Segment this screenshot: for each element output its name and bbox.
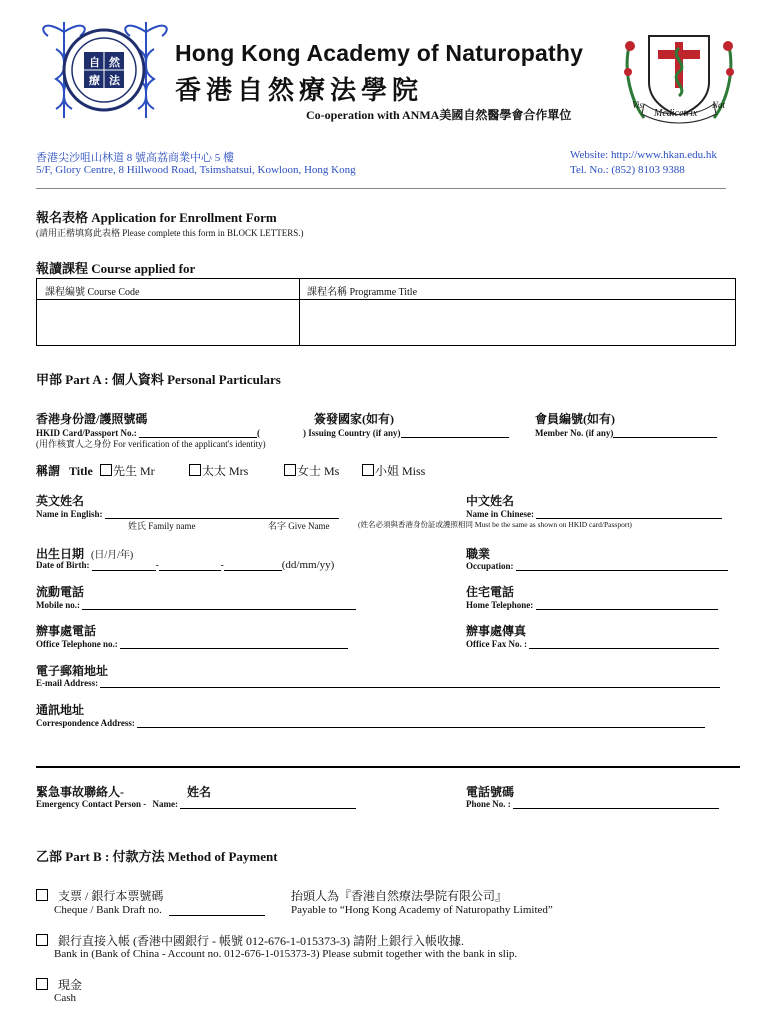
cooperation-note: Co-operation with ANMA美國自然醫學會合作單位 <box>306 108 572 122</box>
chinese-name-input[interactable] <box>536 507 722 519</box>
hkid-label-zh: 香港身份證/護照號碼 <box>36 412 148 426</box>
dob-label-zh: 出生日期 <box>36 547 85 561</box>
payee-en: Payable to “Hong Kong Academy of Naturopathy Limited” <box>291 904 553 916</box>
title-option-mrs[interactable] <box>189 462 248 479</box>
english-name-input[interactable] <box>105 507 339 519</box>
member-no-input[interactable] <box>613 426 717 438</box>
header-divider <box>36 188 726 189</box>
emergency-phone-input[interactable] <box>513 797 719 809</box>
occupation-label-zh: 職業 <box>466 547 491 561</box>
office-fax-label-en: Office Fax No. : <box>466 639 527 649</box>
office-phone-label-en: Office Telephone no.: <box>36 639 118 649</box>
address-input-line-2[interactable] <box>36 766 740 768</box>
hkid-note: (用作核實人之身份 For verification of the applicant's identity) <box>36 439 266 449</box>
seal-char: 然 <box>109 57 120 69</box>
title-option-label: 女士 Ms <box>297 464 340 478</box>
course-heading: 報讀課程 Course applied for <box>36 261 196 276</box>
part-a-heading: 甲部 Part A : 個人資料 Personal Particulars <box>36 372 281 387</box>
title-option-miss[interactable] <box>362 462 425 479</box>
address-label-zh: 通訊地址 <box>36 703 85 717</box>
payment-option-cheque[interactable] <box>36 887 163 904</box>
seal-char: 法 <box>109 75 120 87</box>
address-en: 5/F, Glory Centre, 8 Hillwood Road, Tsimshatsui, Kowloon, Hong Kong <box>36 164 356 176</box>
crest-banner: Medicetrix <box>654 108 698 119</box>
office-phone-label-zh: 辦事處電話 <box>36 624 97 638</box>
title-option-mr[interactable] <box>100 462 155 479</box>
name-note: (姓名必須與香港身份証或護照相同 Must be the same as shown on HKID card/Passport) <box>358 520 632 529</box>
email-input[interactable] <box>100 676 720 688</box>
paren-open: ( <box>257 428 260 438</box>
cheque-label-zh: 支票 / 銀行本票號碼 <box>58 889 164 903</box>
academy-title-en: Hong Kong Academy of Naturopathy <box>175 40 584 66</box>
dob-separator: - <box>155 560 159 570</box>
emergency-phone-label-zh: 電話號碼 <box>466 785 515 799</box>
course-code-header: 課程編號 Course Code <box>45 287 140 298</box>
family-name-caption: 姓氏 Family name <box>128 521 196 531</box>
checkbox-icon[interactable] <box>189 464 201 476</box>
dob-year-input[interactable] <box>224 559 282 571</box>
dob-format: (dd/mm/yy) <box>281 559 335 571</box>
office-fax-label-zh: 辦事處傳真 <box>466 624 527 638</box>
cheque-number-input[interactable] <box>169 904 265 916</box>
english-name-label-zh: 英文姓名 <box>36 494 85 508</box>
emergency-phone-label-en: Phone No. : <box>466 799 511 809</box>
issuing-country-label-zh: 簽發國家(如有) <box>314 412 394 426</box>
chinese-name-label-en: Name in Chinese: <box>466 509 534 519</box>
payment-option-cash[interactable] <box>36 976 82 993</box>
title-option-label: 小姐 Miss <box>375 464 426 478</box>
hkid-label-en: HKID Card/Passport No.: <box>36 428 137 438</box>
member-no-label-zh: 會員編號(如有) <box>535 412 615 426</box>
caduceus-seal-icon <box>34 14 174 126</box>
english-name-label-en: Name in English: <box>36 509 103 519</box>
programme-title-input[interactable] <box>300 300 734 344</box>
programme-title-header: 課程名稱 Programme Title <box>307 287 418 298</box>
address-zh: 香港尖沙咀山林道 8 號高荔商業中心 5 樓 <box>36 152 234 164</box>
checkbox-icon[interactable] <box>100 464 112 476</box>
cash-label-zh: 現金 <box>58 978 83 992</box>
dob-separator: - <box>220 560 224 570</box>
checkbox-icon[interactable] <box>36 934 48 946</box>
office-phone-input[interactable] <box>120 637 348 649</box>
dob-day-input[interactable] <box>92 559 156 571</box>
emergency-contact-label-zh: 緊急事故聯絡人- <box>36 785 124 799</box>
mobile-label-zh: 流動電話 <box>36 585 85 599</box>
dob-label-en: Date of Birth: <box>36 560 90 570</box>
part-b-heading: 乙部 Part B : 付款方法 Method of Payment <box>36 849 278 864</box>
website: Website: http://www.hkan.edu.hk <box>570 149 717 161</box>
home-phone-input[interactable] <box>536 598 718 610</box>
emergency-contact-label-en: Emergency Contact Person - <box>36 799 147 809</box>
email-label-zh: 電子郵箱地址 <box>36 664 109 678</box>
issuing-country-label-en: Issuing Country (if any) <box>308 428 401 438</box>
seal-char: 自 <box>89 57 100 69</box>
title-option-label: 先生 Mr <box>113 464 155 478</box>
emergency-name-input[interactable] <box>180 797 356 809</box>
telephone: Tel. No.: (852) 8103 9388 <box>570 164 685 176</box>
dob-month-input[interactable] <box>159 559 221 571</box>
office-fax-input[interactable] <box>529 637 719 649</box>
given-name-caption: 名字 Give Name <box>268 521 330 531</box>
mobile-input[interactable] <box>82 598 356 610</box>
home-phone-label-en: Home Telephone: <box>466 600 534 610</box>
seal-char: 療 <box>89 75 100 87</box>
payee-zh: 抬頭人為『香港自然療法學院有限公司』 <box>291 889 508 903</box>
checkbox-icon[interactable] <box>36 889 48 901</box>
mobile-label-en: Mobile no.: <box>36 600 80 610</box>
checkbox-icon[interactable] <box>36 978 48 990</box>
emergency-name-label-en: Name: <box>152 799 178 809</box>
course-table <box>36 278 736 346</box>
checkbox-icon[interactable] <box>284 464 296 476</box>
emergency-name-label-zh: 姓名 <box>187 785 212 799</box>
cheque-label-en: Cheque / Bank Draft no. <box>54 904 162 916</box>
bank-in-label-zh: 銀行直接入帳 (香港中國銀行 - 帳號 012-676-1-015373-3) 請附上銀行入帳收據. <box>58 934 464 948</box>
title-label-zh: 稱謂 <box>36 464 61 478</box>
member-no-label-en: Member No. (if any) <box>535 428 614 438</box>
occupation-input[interactable] <box>516 559 728 571</box>
title-option-ms[interactable] <box>284 462 339 479</box>
crest-left-text: Vis <box>632 100 643 110</box>
medicetrix-crest <box>624 22 734 130</box>
cash-label-en: Cash <box>54 992 76 1004</box>
dob-format-zh: (日/月/年) <box>91 550 134 561</box>
academy-title-zh: 香港自然療法學院 <box>175 75 424 105</box>
paren-close: ) <box>303 428 306 438</box>
email-label-en: E-mail Address: <box>36 678 99 688</box>
course-code-input[interactable] <box>37 300 298 344</box>
crest-right-text: Nat <box>712 100 726 110</box>
issuing-country-input[interactable] <box>401 426 509 438</box>
academy-logo <box>34 14 174 126</box>
title-label-en: Title <box>69 464 93 478</box>
bank-in-label-en: Bank in (Bank of China - Account no. 012-676-1-015373-3) Please submit together with the bank in slip. <box>54 948 518 960</box>
checkbox-icon[interactable] <box>362 464 374 476</box>
address-label-en: Correspondence Address: <box>36 718 135 728</box>
occupation-label-en: Occupation: <box>466 561 514 571</box>
home-phone-label-zh: 住宅電話 <box>466 585 515 599</box>
title-option-label: 太太 Mrs <box>202 464 249 478</box>
form-instruction: (請用正楷填寫此表格 Please complete this form in BLOCK LETTERS.) <box>36 228 304 238</box>
address-input-line-1[interactable] <box>137 716 705 728</box>
form-title: 報名表格 Application for Enrollment Form <box>36 210 277 225</box>
chinese-name-label-zh: 中文姓名 <box>466 494 515 508</box>
payment-option-bank-in[interactable] <box>36 932 464 949</box>
